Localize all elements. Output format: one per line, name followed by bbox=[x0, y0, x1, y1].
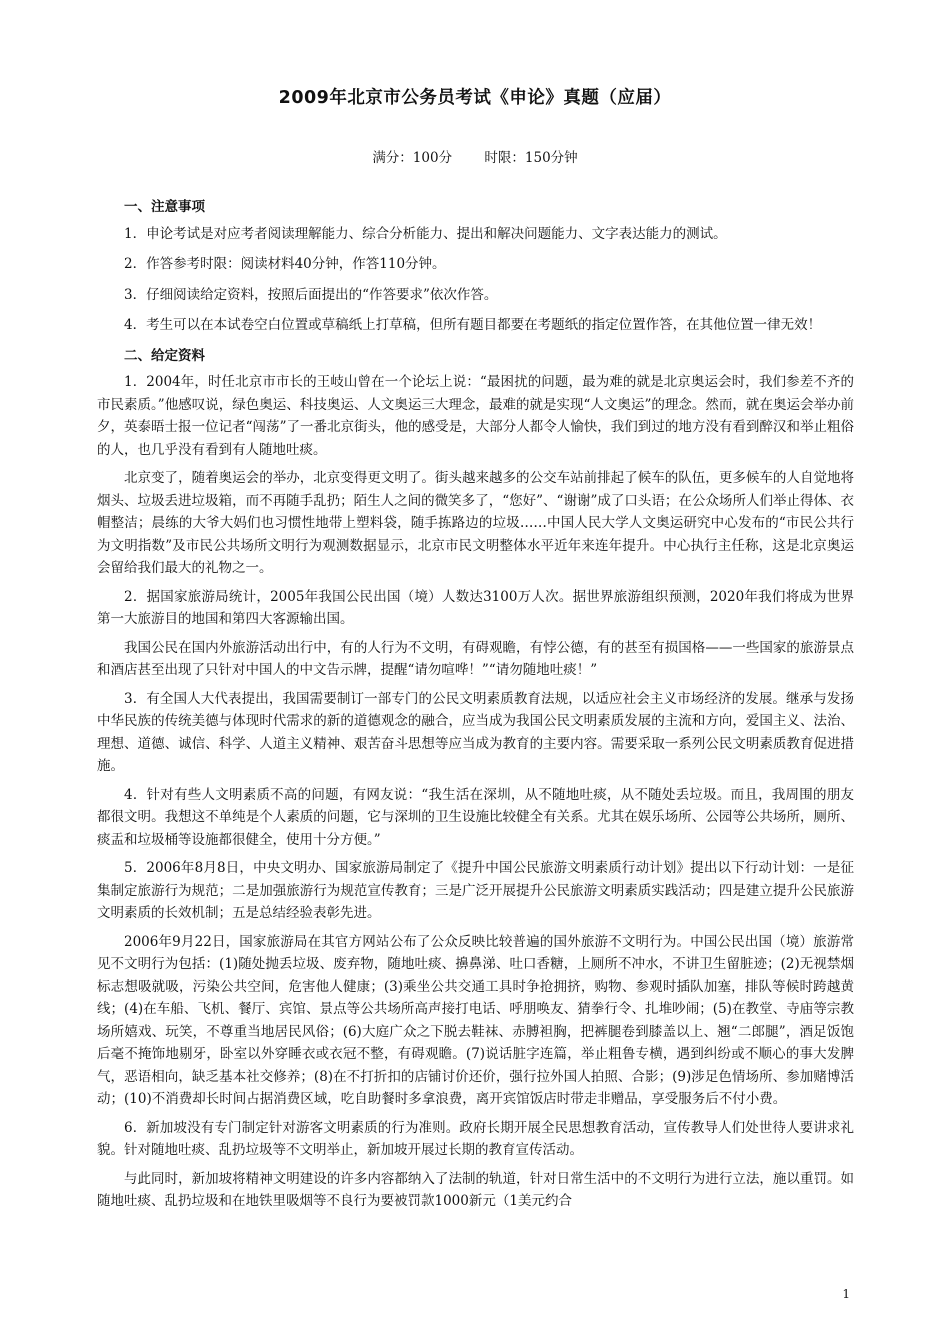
page-title: 2009年北京市公务员考试《申论》真题（应届） bbox=[278, 88, 672, 108]
material-paragraph: 4．针对有些人文明素质不高的问题，有网友说：“我生活在深圳，从不随地吐痰，从不随处丢垃圾。而且，我周围的朋友都很文明。我想这不单纯是个人素质的问题，它与深圳的卫生设施比较健全有关系。尤其在娱乐场所、公园等公共场所，厕所、痰盂和垃圾桶等设施都很健全，使用十分方便。” bbox=[97, 786, 854, 848]
note-item: 4．考生可以在本试卷空白位置或草稿纸上打草稿，但所有题目都要在考题纸的指定位置作答，在其他位置一律无效！ bbox=[124, 317, 822, 333]
time-limit: 时限：150分钟 bbox=[484, 150, 578, 166]
material-paragraph: 6．新加坡没有专门制定针对游客文明素质的行为准则。政府长期开展全民思想教育活动，宣传教导人们处世待人要讲求礼貌。针对随地吐痰、乱扔垃圾等不文明举止，新加坡开展过长期的教育宣传活动。 bbox=[97, 1119, 854, 1158]
document-body bbox=[97, 196, 854, 1219]
material-paragraph: 与此同时，新加坡将精神文明建设的许多内容都纳入了法制的轨道，针对日常生活中的不文明行为进行立法，施以重罚。如随地吐痰、乱扔垃圾和在地铁里吸烟等不良行为要被罚款1000新元（1美元约合 bbox=[97, 1170, 854, 1209]
section-heading-notes: 一、注意事项 bbox=[124, 199, 205, 215]
material-paragraph: 我国公民在国内外旅游活动出行中，有的人行为不文明，有碍观瞻，有悖公德，有的甚至有损国格——一些国家的旅游景点和酒店甚至出现了只针对中国人的中文告示牌，提醒“请勿喧哗！”“请勿随地吐痰！” bbox=[97, 639, 854, 678]
material-paragraph: 北京变了，随着奥运会的举办，北京变得更文明了。街头越来越多的公交车站前排起了候车的队伍，更多候车的人自觉地将烟头、垃圾丢进垃圾箱，而不再随手乱扔；陌生人之间的微笑多了，“您好”、“谢谢”成了口头语；在公众场所人们举止得体、衣帽整洁；晨练的大爷大妈们也习惯性地带上塑料袋，随手拣路边的垃圾……中国人民大学人文奥运研究中心发布的“市民公共行为文明指数”及市民公共场所文明行为观测数据显示，北京市民文明整体水平近年来连年提升。中心执行主任称，这是北京奥运会留给我们最大的礼物之一。 bbox=[97, 470, 854, 576]
notes-list bbox=[97, 223, 854, 337]
material-paragraph: 3．有全国人大代表提出，我国需要制订一部专门的公民文明素质教育法规，以适应社会主义市场经济的发展。继承与发扬中华民族的传统美德与体现时代需求的新的道德观念的融合，应当成为我国公民文明素质发展的主流和方向，爱国主义、法治、理想、道德、诚信、科学、人道主义精神、艰苦奋斗思想等应当成为教育的主要内容。需要采取一系列公民文明素质教育促进措施。 bbox=[97, 690, 854, 774]
material-paragraph: 5．2006年8月8日，中央文明办、国家旅游局制定了《提升中国公民旅游文明素质行动计划》提出以下行动计划：一是征集制定旅游行为规范；二是加强旅游行为规范宣传教育；三是广泛开展提升公民旅游文明素质实践活动；四是建立提升公民旅游文明素质的长效机制；五是总结经验表彰先进。 bbox=[97, 860, 854, 921]
section-heading-materials: 二、给定资料 bbox=[124, 347, 205, 364]
materials-content bbox=[97, 371, 854, 1213]
note-item: 1．申论考试是对应考者阅读理解能力、综合分析能力、提出和解决问题能力、文字表达能力的测试。 bbox=[124, 225, 727, 242]
full-score: 满分：100分 bbox=[372, 150, 453, 166]
page-number: 1 bbox=[842, 1287, 850, 1301]
material-paragraph: 1．2004年，时任北京市市长的王岐山曾在一个论坛上说：“最困扰的问题，最为难的就是北京奥运会时，我们参差不齐的市民素质。”他感叹说，绿色奥运、科技奥运、人文奥运三大理念，最难的就是实现“人文奥运”的理念。然而，就在奥运会举办前夕，英泰晤士报一位记者“闯荡”了一番北京街头，他的感受是，大部分人都令人愉快，我们到过的地方没有看到醉汉和举止粗俗的人，也几乎没有看到有人随地吐痰。 bbox=[97, 374, 854, 458]
note-item: 3．仔细阅读给定资料，按照后面提出的“作答要求”依次作答。 bbox=[124, 286, 498, 303]
exam-meta bbox=[0, 146, 950, 166]
material-paragraph: 2006年9月22日，国家旅游局在其官方网站公布了公众反映比较普遍的国外旅游不文明行为。中国公民出国（境）旅游常见不文明行为包括：(1)随处抛丢垃圾、废弃物，随地吐痰、擤鼻涕、吐口香糖，上厕所不冲水，不讲卫生留脏迹；(2)无视禁烟标志想吸就吸，污染公共空间，危害他人健康；(3)乘坐公共交通工具时争抢拥挤，购物、参观时插队加塞，排队等候时跨越黄线；(4)在车船、飞机、餐厅、宾馆、景点等公共场所高声接打电话、呼朋唤友、猜拳行令、扎堆吵闹；(5)在教堂、寺庙等宗教场所嬉戏、玩笑，不尊重当地居民风俗；(6)大庭广众之下脱去鞋袜、赤膊袒胸，把裤腿卷到膝盖以上、翘“二郎腿”，酒足饭饱后毫不掩饰地剔牙，卧室以外穿睡衣或衣冠不整，有碍观瞻。(7)说话脏字连篇，举止粗鲁专横，遇到纠纷或不顺心的事大发脾气，恶语相向，缺乏基本社交修养；(8)在不打折扣的店铺讨价还价，强行拉外国人拍照、合影；(9)涉足色情场所、参加赌博活动；(10)不消费却长时间占据消费区域，吃自助餐时多拿浪费，离开宾馆饭店时带走非赠品，享受服务后不付小费。 bbox=[97, 933, 854, 1107]
note-item: 2．作答参考时限：阅读材料40分钟，作答110分钟。 bbox=[124, 256, 446, 272]
material-paragraph: 2．据国家旅游局统计，2005年我国公民出国（境）人数达3100万人次。据世界旅游组织预测，2020年我们将成为世界第一大旅游目的地国和第四大客源输出国。 bbox=[97, 588, 854, 627]
